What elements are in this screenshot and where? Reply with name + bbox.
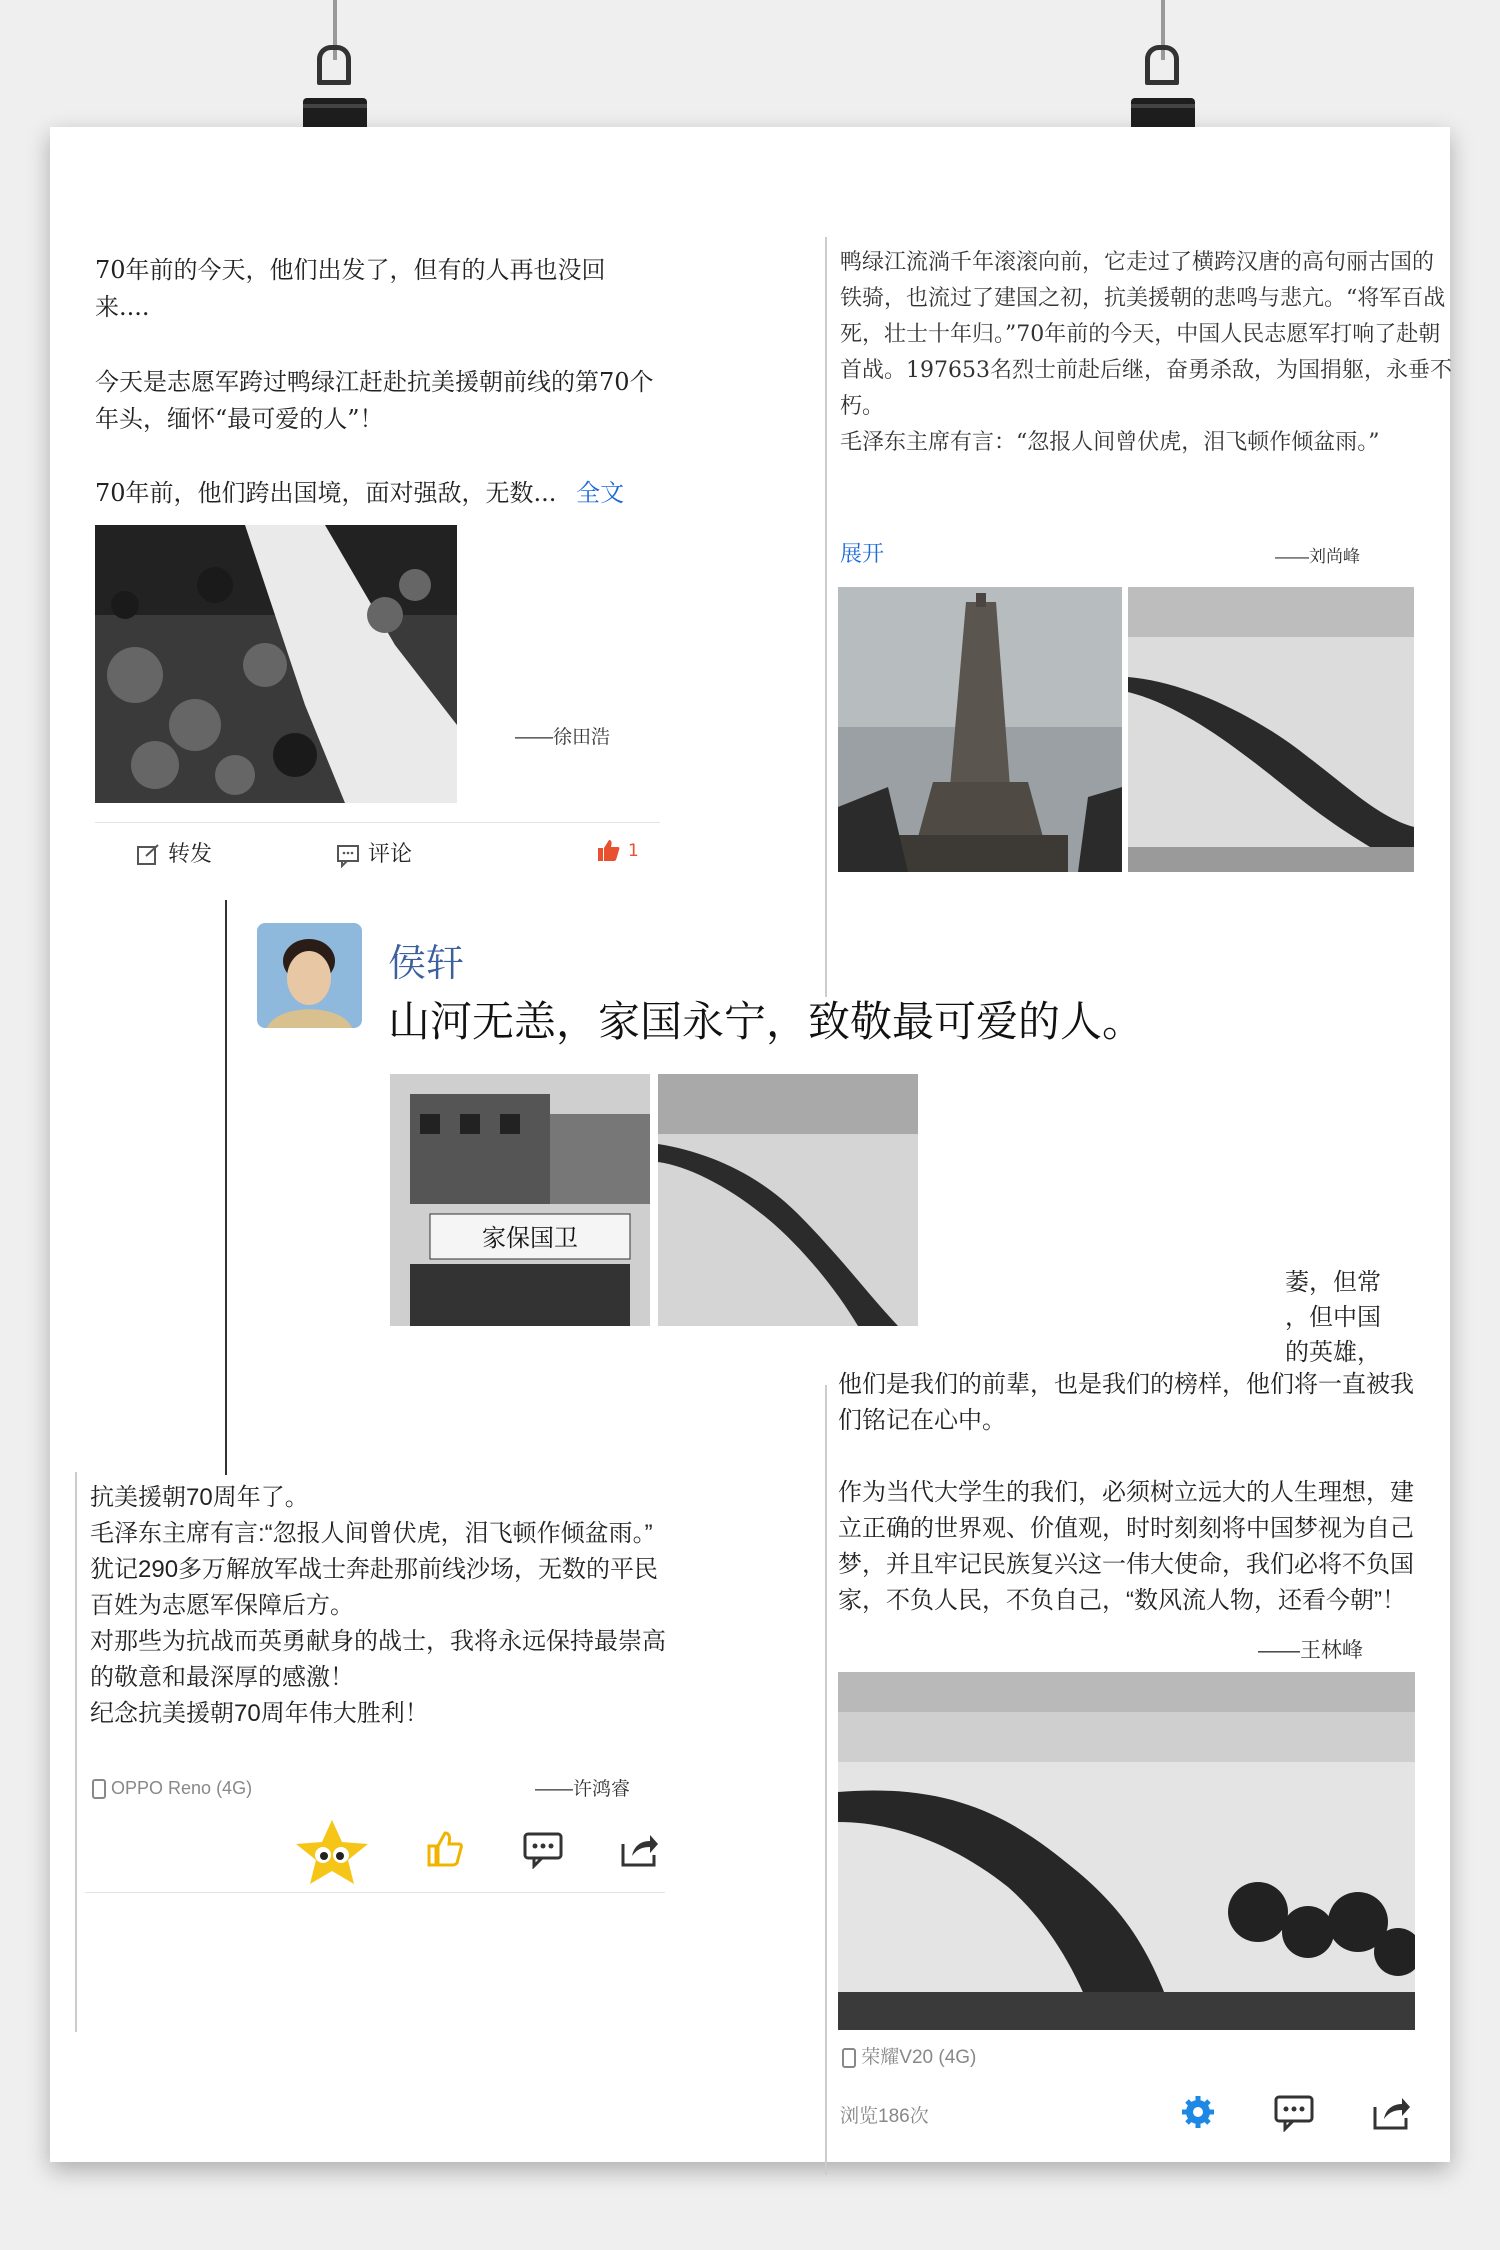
post-5-author: ——王林峰 [1258,1639,1363,1662]
post-2-border [825,237,827,997]
post-1-paragraph-1: 70年前的今天，他们出发了，但有的人再也没回来.... [95,256,606,321]
post-1-divider [95,822,660,823]
river-crossing-photo-2[interactable] [658,1074,918,1326]
repost-button[interactable] [135,837,212,868]
share-icon [618,1829,660,1869]
avatar[interactable] [257,923,362,1028]
post-1-paragraph-2: 今天是志愿军跨过鸭绿江赶赴抗美援朝前线的第70个年头，缅怀“最可爱的人”！ [95,368,654,433]
post-1 [95,252,705,867]
share-icon [1370,2092,1412,2132]
river-crossing-image-2 [658,1074,918,1326]
share-edit-icon [135,842,161,868]
monument-photo[interactable] [838,587,1122,872]
parade-photo[interactable] [390,1074,650,1326]
river-crossing-photo-1[interactable] [1128,587,1414,872]
poster [50,127,1450,2162]
post-2-text: 鸭绿江流淌千年滚滚向前，它走过了横跨汉唐的高句丽古国的铁骑，也流过了建国之初，抗美援朝的悲鸣与悲亢。“将军百战死，壮士十年归。”70年前的今天，中国人民志愿军打响了赴朝首战。197653名烈士前赴后继，奋勇杀敌，为国捐躯，永垂不朽。 毛泽东主席有言：“忽报人间曾伏虎，泪飞顿作倾盆雨。” [840,250,1452,455]
poster-name[interactable]: 侯轩 [388,943,465,985]
post-1-paragraph-3-text: 70年前，他们跨出国境，面对强敌，无数... [95,479,557,507]
post-4-device-label: OPPO Reno (4G) [111,1778,253,1798]
read-more-link[interactable]: 全文 [576,479,625,507]
expand-link[interactable]: 展开 [840,542,885,567]
avatar-image [257,923,362,1028]
post-4-border [75,1472,77,2032]
post-4-share-button[interactable] [618,1829,660,1869]
comment-icon [335,842,361,868]
monument-image [838,587,1122,872]
post-1-photo[interactable] [95,525,457,803]
post-2-author: ——刘尚峰 [1275,547,1360,566]
post-3-text: 山河无恙，家国永宁，致敬最可爱的人。 [388,998,1145,1045]
post-1-paragraph-3 [95,475,705,512]
star-mascot-icon [290,1817,374,1887]
post-5-fragment-1: 萎，但常 [1285,1269,1381,1296]
post-5-share-button[interactable] [1370,2092,1412,2132]
river-crossing-photo-3[interactable] [838,1672,1415,2030]
thumbs-up-icon [595,837,621,863]
river-crossing-image [1128,587,1414,872]
post-5-fragment-2: ，但中国 [1285,1304,1381,1331]
gear-icon [1178,2092,1218,2132]
post-4-comment-button[interactable] [522,1829,564,1869]
post-4-device [92,1778,252,1799]
like-button[interactable] [595,837,639,863]
post-4-like-button[interactable] [425,1829,465,1869]
post-4-bottom-divider [85,1892,665,1893]
post-5-text: 他们是我们的前辈，也是我们的榜样，他们将一直被我们铭记在心中。 作为当代大学生的我们，必须树立远大的人生理想，建立正确的世界观、价值观，时时刻刻将中国梦视为自己梦，并且牢记民族复兴这一伟大使命，我们必将不负国家，不负人民，不负自己，“数风流人物，还看今朝”！ [838,1371,1414,1614]
post-5-border [825,1385,827,2175]
parade-banner-text: 家保国卫 [482,1224,578,1252]
post-1-author-sig: ——徐田浩 [515,727,611,748]
post-5-fragment-3: 的英雄， [1285,1339,1381,1366]
post-3-border [225,900,227,1475]
parade-image [390,1074,650,1326]
star-mascot-button[interactable] [290,1817,374,1887]
settings-button[interactable] [1178,2092,1218,2132]
post-1-actions [135,837,660,877]
like-count: 1 [628,841,639,861]
comment-icon [1273,2092,1315,2132]
post-5-device-label: 荣耀V20 (4G) [861,2047,977,2068]
post-4-actions [290,1817,710,1887]
river-crossing-image-3 [838,1672,1415,2030]
post-4-text: 抗美援朝70周年了。 毛泽东主席有言:“忽报人间曾伏虎，泪飞顿作倾盆雨。” 犹记290多万解放军战士奔赴那前线沙场，无数的平民百姓为志愿军保障后方。 对那些为抗战而英勇献身的战士，我将永远保持最崇高的敬意和最深厚的感激！ 纪念抗美援朝70周年伟大胜利！ [90,1484,666,1727]
comment-button[interactable] [335,837,412,868]
phone-icon [842,2048,856,2068]
post-4-author: ——许鸿睿 [535,1779,631,1800]
phone-icon [92,1779,106,1799]
thumbs-up-icon [425,1829,465,1869]
post-5-device [842,2042,976,2069]
view-count: 浏览186次 [840,2106,929,2127]
soldiers-crowd-photo [95,525,457,803]
comment-label: 评论 [368,842,413,867]
repost-label: 转发 [168,842,213,867]
post-5-comment-button[interactable] [1273,2092,1315,2132]
comment-icon [522,1829,564,1869]
